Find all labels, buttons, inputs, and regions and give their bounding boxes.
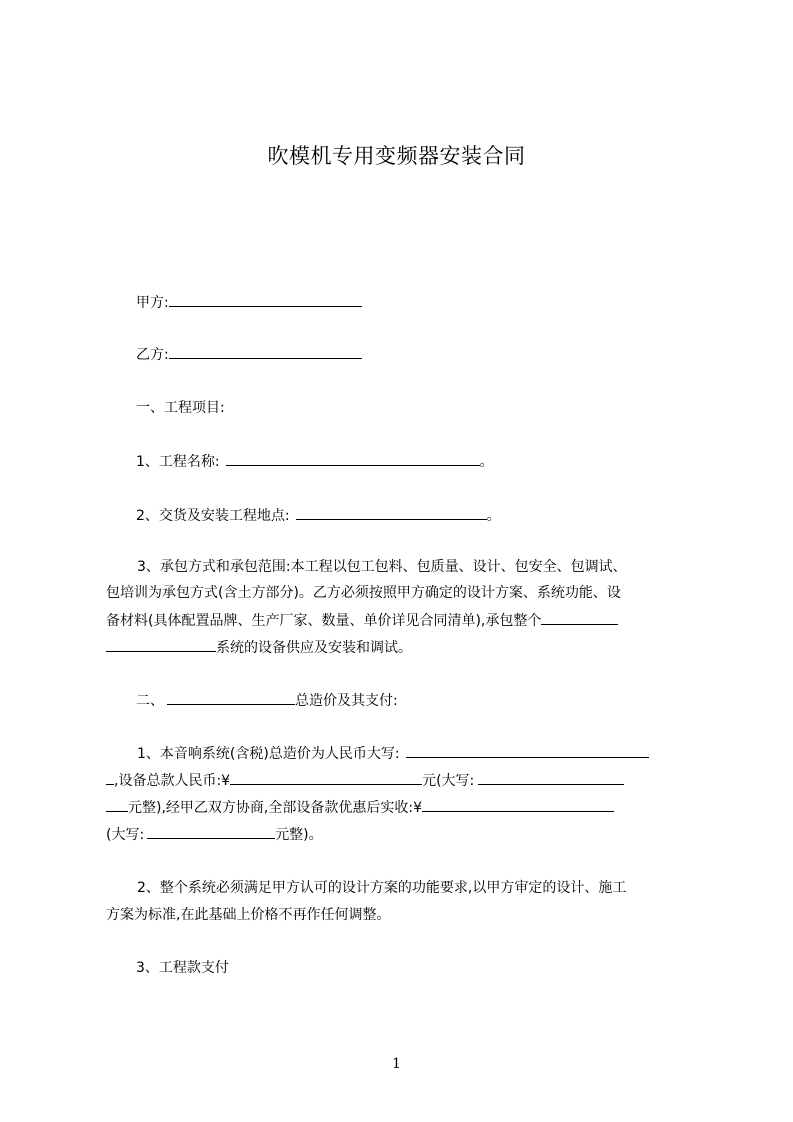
price-blank-cont (106, 770, 114, 785)
section1-heading: 一、工程项目: (136, 400, 225, 416)
price-blank-equipment (230, 770, 422, 785)
item3-line3 (106, 610, 618, 631)
price-blank-total-upper (406, 743, 649, 758)
item3-line4-text: 系统的设备供应及安装和调试。 (216, 640, 412, 656)
party-a-label: 甲方: (136, 295, 169, 311)
section2-prefix: 二、 (136, 693, 164, 709)
price-line3-a: 元整),经甲乙双方协商,全部设备款优惠后实收:¥ (128, 800, 422, 816)
section2-heading (136, 690, 398, 711)
clause2-line2: 方案为标准,在此基础上价格不再作任何调整。 (106, 907, 391, 923)
party-a-blank (169, 292, 362, 307)
party-b-blank (169, 344, 362, 359)
item1-line (136, 451, 494, 472)
price-blank-equipment-upper (478, 770, 624, 785)
clause2-line1: 2、整个系统必须满足甲方认可的设计方案的功能要求,以甲方审定的设计、施工 (137, 880, 627, 896)
price-line2 (106, 770, 624, 791)
price-blank-upper-cont (106, 797, 128, 812)
section2-suffix: 总造价及其支付: (295, 693, 398, 709)
price-line2-a: ,设备总款人民币:¥ (114, 773, 231, 789)
item3-line1: 3、承包方式和承包范围:本工程以包工包料、包质量、设计、包安全、包调试、 (137, 559, 627, 575)
item3-blank-a (541, 610, 618, 625)
price-line4-b: 元整)。 (275, 827, 323, 843)
price-line4-a: (大写: (106, 827, 145, 843)
price-blank-actual-upper (147, 824, 275, 839)
item2-label: 2、交货及安装工程地点: (136, 508, 290, 524)
price-line1 (137, 743, 649, 764)
item1-label: 1、工程名称: (136, 454, 220, 470)
price-line1-text: 1、本音响系统(含税)总造价为人民币大写: (137, 746, 400, 762)
price-blank-actual (422, 797, 614, 812)
item1-blank (226, 451, 480, 466)
item3-line3-text: 备材料(具体配置品牌、生产厂家、数量、单价详见合同清单),承包整个 (106, 613, 542, 629)
item2-line (136, 505, 501, 526)
party-b-line (136, 344, 362, 365)
clause3-heading: 3、工程款支付 (136, 960, 229, 976)
page-number: 1 (392, 1056, 401, 1072)
price-line3 (106, 797, 614, 818)
item2-blank (296, 505, 487, 520)
document-title: 吹模机专用变频器安装合同 (267, 144, 526, 168)
item3-line2: 包培训为承包方式(含土方部分)。乙方必须按照甲方确定的设计方案、系统功能、设 (106, 585, 621, 601)
price-line4 (106, 824, 323, 845)
item1-end: 。 (479, 454, 494, 470)
party-b-label: 乙方: (136, 347, 169, 363)
section2-blank (167, 690, 295, 705)
price-line2-b: 元(大写: (422, 773, 475, 789)
party-a-line (136, 292, 362, 313)
item2-end: 。 (486, 508, 501, 524)
item3-line4 (106, 637, 412, 658)
item3-blank-b (106, 637, 216, 652)
